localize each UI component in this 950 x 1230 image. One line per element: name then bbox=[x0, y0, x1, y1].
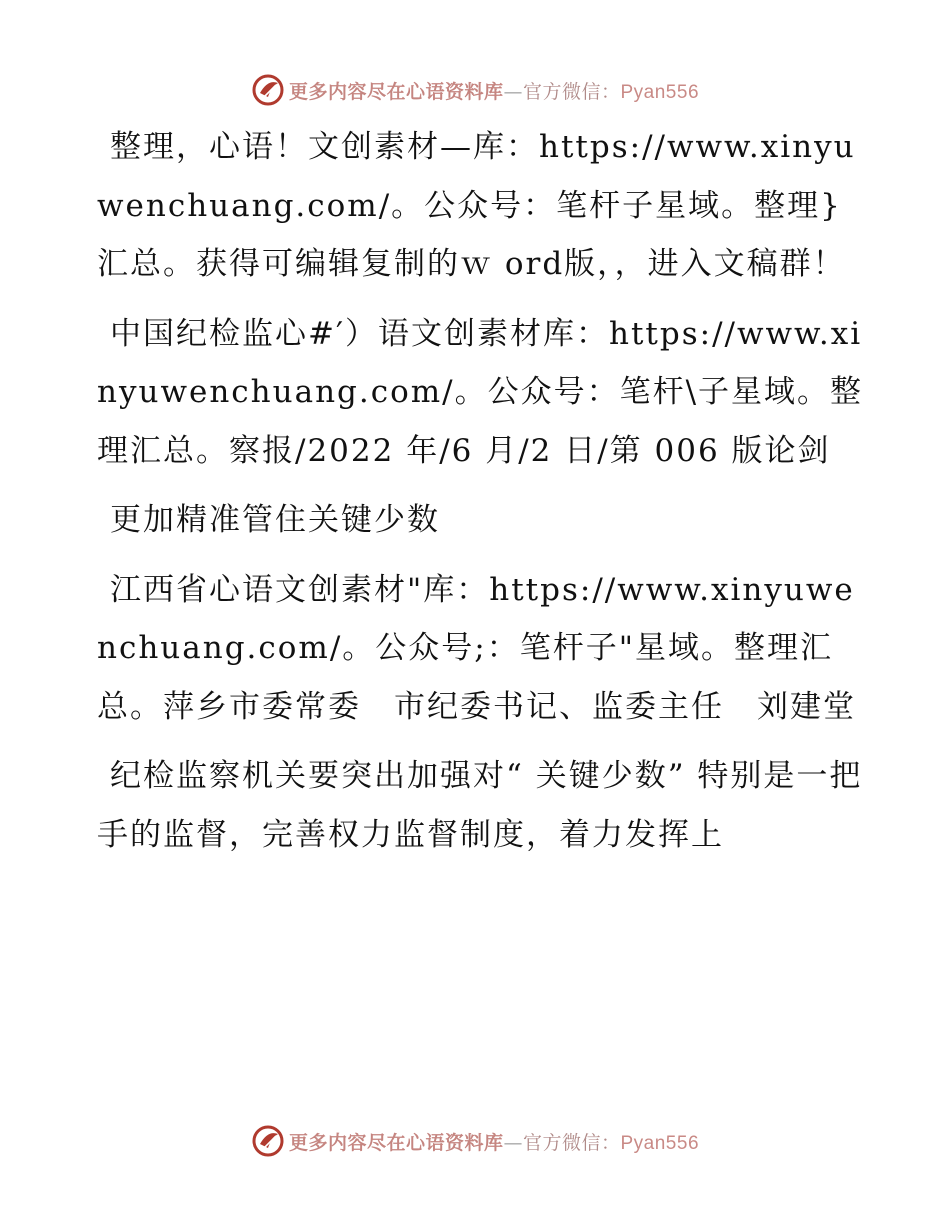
page-footer-banner bbox=[0, 1121, 950, 1161]
header-brand: 更多内容尽在心语资料库 bbox=[288, 80, 504, 103]
paragraph-2: 中国纪检监心#′）语文创素材库：https://www.xinyuwenchuang.com/。公众号：笔杆\子星域。整理汇总。察报/2022 年/6 月/2 日/第 006 版论剑 bbox=[97, 315, 864, 469]
footer-brand: 更多内容尽在心语资料库 bbox=[288, 1131, 504, 1154]
footer-wechat-id: Pyan556 bbox=[620, 1132, 700, 1154]
footer-wechat-label: 官方微信： bbox=[522, 1131, 621, 1154]
header-text bbox=[289, 77, 699, 104]
paragraph-4: 江西省心语文创素材"库：https://www.xinyuwenchuang.com/。公众号;：笔杆子"星域。整理汇总。萍乡市委常委 市纪委书记、监委主任 刘建堂 bbox=[97, 571, 856, 725]
paragraph-5: 纪检监察机关要突出加强对“ 关键少数” 特别是一把手的监督，完善权力监督制度，着力发挥上 bbox=[97, 758, 863, 853]
paragraph-1: 整理，心语！文创素材—库：https://www.xinyuwenchuang.com/。公众号：笔杆子星域。整理}汇总。获得可编辑复制的ｗ ord版，，进入文稿群！ bbox=[97, 129, 856, 282]
paragraph-3: 更加精准管住关键少数 bbox=[110, 502, 440, 538]
header-wechat-label: 官方微信： bbox=[522, 80, 621, 103]
footer-separator: — bbox=[503, 1131, 523, 1154]
document-body bbox=[97, 118, 867, 864]
header-separator: — bbox=[503, 80, 523, 103]
brand-logo-icon bbox=[251, 73, 285, 107]
brand-logo-icon bbox=[251, 1124, 285, 1158]
page-header-banner bbox=[0, 70, 950, 110]
header-wechat-id: Pyan556 bbox=[620, 81, 700, 103]
footer-text bbox=[289, 1128, 699, 1155]
